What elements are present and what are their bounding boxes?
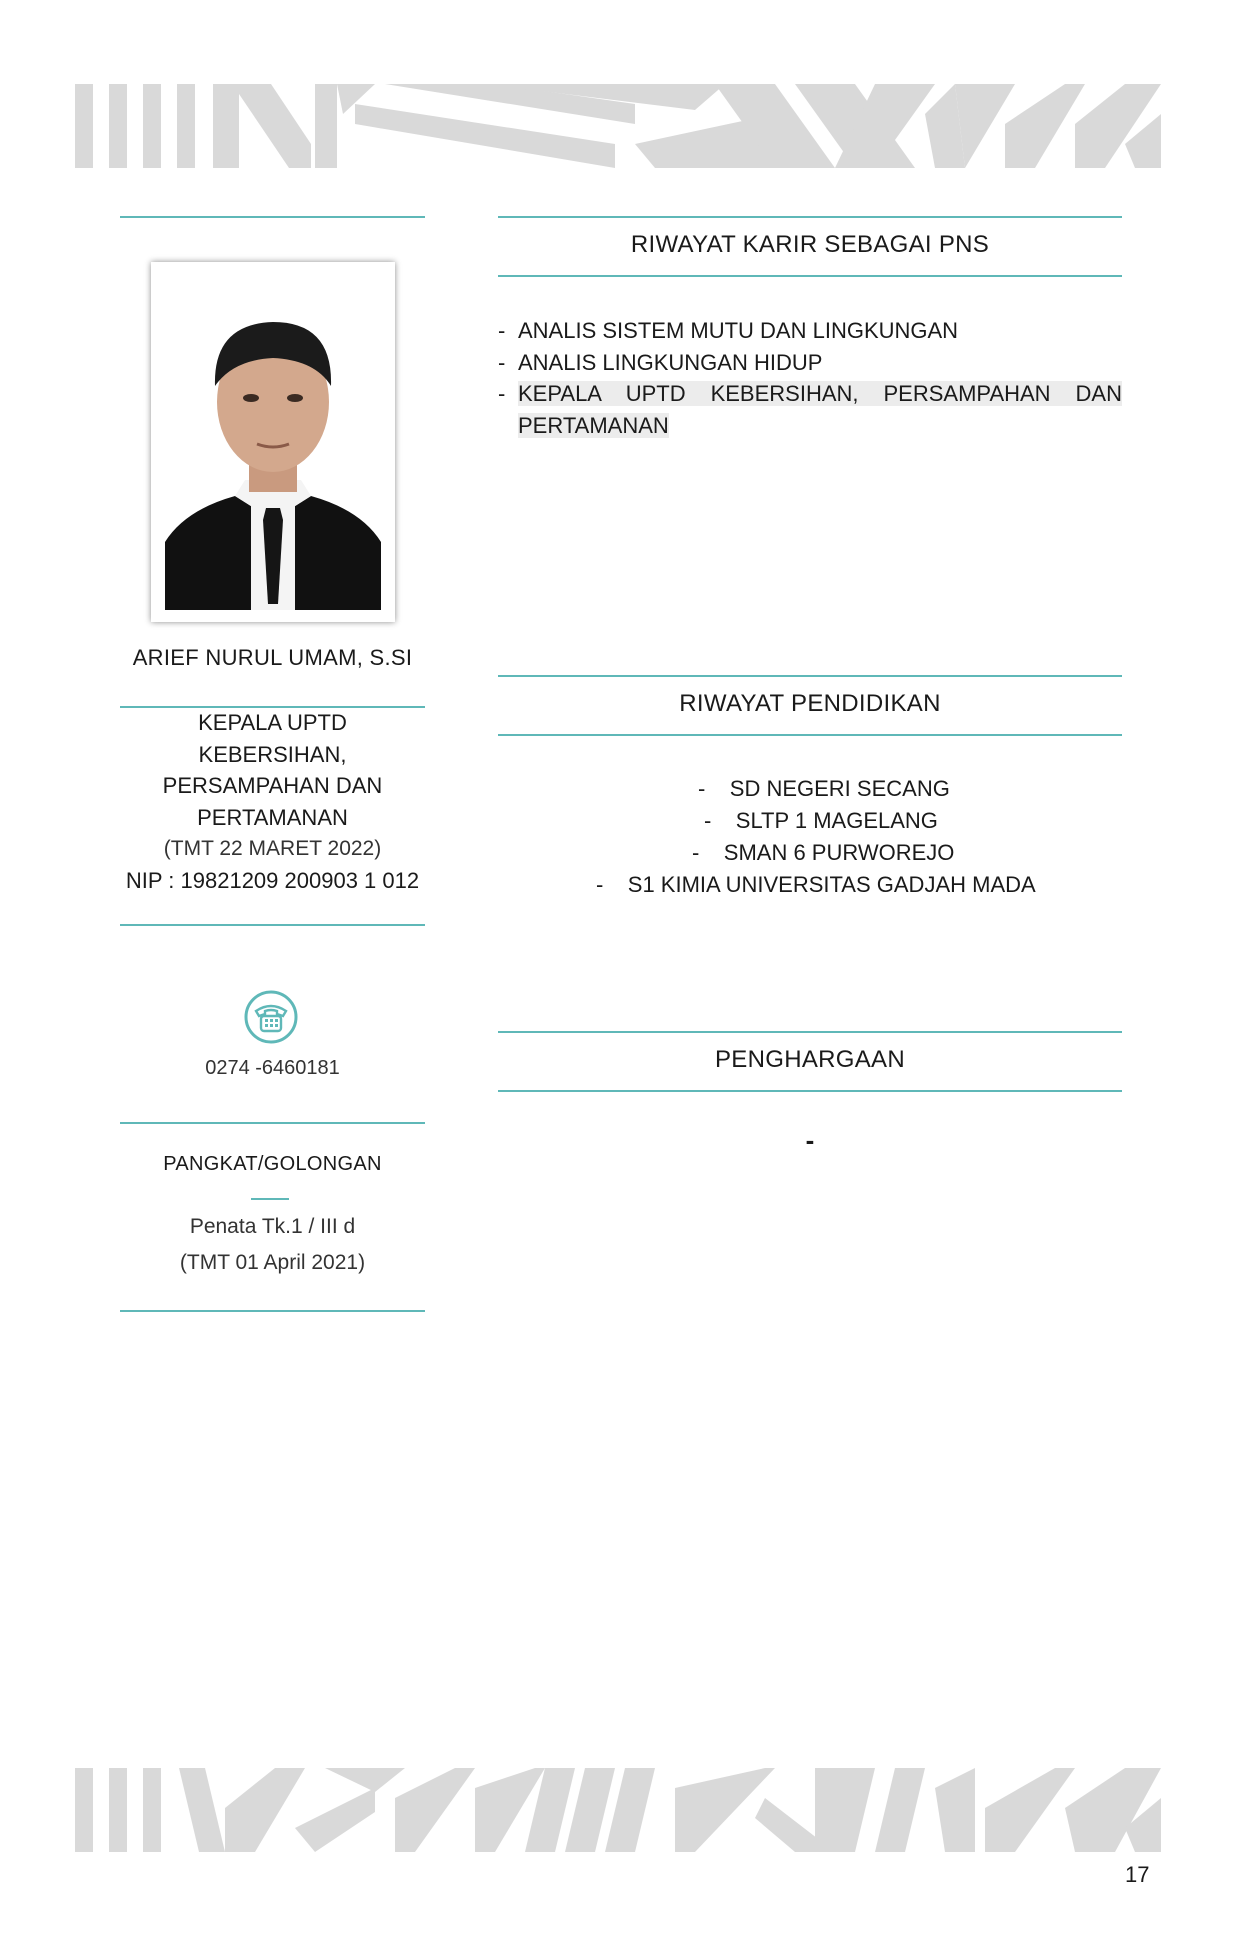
education-item: - SD NEGERI SECANG	[698, 776, 950, 801]
decorative-footer-band	[75, 1768, 1161, 1852]
education-title: RIWAYAT PENDIDIKAN	[679, 690, 941, 717]
left-pangkat-bottom-rule	[120, 1310, 425, 1312]
pangkat-separator	[251, 1198, 289, 1200]
left-top-rule	[120, 216, 425, 218]
position-line: PERSAMPAHAN DAN	[162, 773, 383, 798]
education-bottom-rule	[498, 734, 1122, 736]
position-line: PERTAMANAN	[197, 804, 348, 830]
awards-top-rule	[498, 1031, 1122, 1033]
career-list	[498, 315, 1122, 441]
left-pangkat-top-rule	[120, 1122, 425, 1124]
phone-number: 0274 -6460181	[205, 1057, 340, 1079]
page-number: 17	[1125, 1862, 1150, 1887]
education-item: - S1 KIMIA UNIVERSITAS GADJAH MADA	[596, 872, 1036, 897]
pangkat-title: PANGKAT/GOLONGAN	[163, 1153, 382, 1175]
decorative-header-band	[75, 84, 1161, 168]
profile-photo	[151, 262, 395, 622]
awards-bottom-rule	[498, 1090, 1122, 1092]
nip: NIP : 19821209 200903 1 012	[125, 867, 420, 893]
education-top-rule	[498, 675, 1122, 677]
career-item: - KEPALA UPTD KEBERSIHAN, PERSAMPAHAN DAN PERTAMANAN	[498, 378, 1122, 441]
career-bottom-rule	[498, 275, 1122, 277]
awards-title: PENGHARGAAN	[714, 1046, 905, 1073]
position-line: KEBERSIHAN,	[198, 741, 347, 767]
pangkat-value-block	[120, 1209, 425, 1281]
education-item: - SMAN 6 PURWOREJO	[692, 840, 955, 865]
pangkat-tmt: (TMT 01 April 2021)	[179, 1251, 366, 1274]
career-title: RIWAYAT KARIR SEBAGAI PNS	[630, 231, 990, 258]
career-top-rule	[498, 216, 1122, 218]
career-item: - ANALIS LINGKUNGAN HIDUP	[498, 347, 1122, 379]
left-position-bottom-rule	[120, 924, 425, 926]
awards-value: -	[805, 1125, 815, 1155]
profile-name: ARIEF NURUL UMAM, S.SI	[132, 645, 413, 670]
education-item: - SLTP 1 MAGELANG	[704, 808, 938, 833]
position-tmt: (TMT 22 MARET 2022)	[163, 837, 382, 860]
position-block	[120, 707, 425, 896]
phone-icon	[243, 989, 299, 1045]
position-line: KEPALA UPTD	[198, 710, 347, 735]
pangkat-value: Penata Tk.1 / III d	[189, 1215, 356, 1238]
career-item: - ANALIS SISTEM MUTU DAN LINGKUNGAN	[498, 315, 1122, 347]
